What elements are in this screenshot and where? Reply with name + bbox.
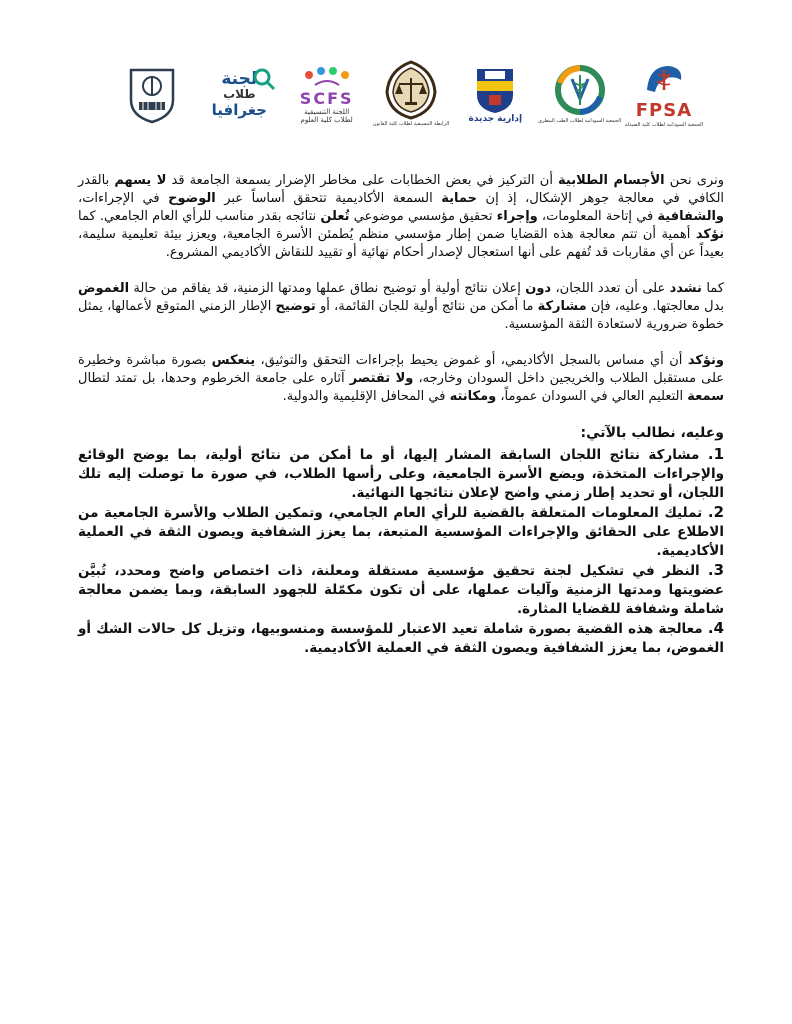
vet-logo (538, 59, 622, 129)
p3-bold: ومكانته (449, 389, 497, 404)
geo-line-3: جغرافيا (211, 100, 267, 119)
paragraph-1 (78, 172, 724, 262)
demand-number: 4. (707, 619, 724, 637)
geo-line-1: لجنة (221, 68, 258, 89)
p2-text: الإطار الزمني المتوقع لأعمالها، يمثل خطوة ضرورية لاستعادة الثقة المؤسسية. (78, 299, 724, 332)
p3-text: بصورة مباشرة وخطيرة على مستقبل الطلاب والخريجين داخل السودان وخارجه، (78, 353, 725, 386)
demands-title: وعليه، نطالب بالآتي: (580, 425, 724, 441)
scfs-logo (293, 59, 361, 129)
law-caption: الرابطة التنسيقية لطلاب كلية القانون (372, 121, 450, 127)
p2-bold: توضيح (275, 299, 316, 314)
scfs-caption-2: لطلاب كلية العلوم (300, 115, 353, 124)
p2-text: إعلان نتائج أولية أو توضيح نطاق عملها ومدتها الزمنية، قد يفاقم من حالة (129, 281, 526, 296)
header-logos (118, 58, 704, 130)
p2-text: بدل معالجتها. وعليه، فإن (586, 299, 725, 314)
p1-text: بالقدر الكافي في معالجة جوهر الإشكال، إذ إن (78, 173, 725, 206)
geo-line-2: طلاب (223, 86, 256, 101)
p3-bold: ولا تقتصر (349, 371, 414, 386)
fpsa-wordmark: FPSA (635, 99, 693, 121)
demand-item (78, 503, 724, 561)
fpsa-logo (624, 59, 704, 129)
p1-text: تحقيق مؤسسي موضوعي (349, 209, 497, 224)
p3-bold: ينعكس (211, 353, 256, 368)
idara-logo (461, 59, 529, 129)
scales-of-justice-icon (383, 60, 439, 120)
people-icon (301, 65, 353, 89)
p2-bold: نشدد (669, 281, 702, 296)
p1-text: نتائجه بقدر مناسب للرأي العام الجامعي. كما (78, 209, 321, 224)
paragraph-3 (78, 352, 724, 406)
vet-emblem-icon (550, 63, 610, 117)
pharmacy-icon (639, 60, 689, 100)
demand-item (78, 619, 724, 658)
p2-bold: مشاركة (537, 299, 587, 314)
p1-text: أن التركيز في بعض الخطابات على مخاطر الإضرار بسمعة الجامعة قد (166, 173, 559, 188)
demand-text: مشاركة نتائج اللجان السابقة المشار إليها، أو ما أمكن من نتائج أولية، بما يوضح الوقائع والإجراءات المتخذة، ويضع الأسرة الجامعية، وعلى رأسها الطلاب، في صورة ما توصلت إليه تلك اللجان، أو تحديد إطار زمني واضح لإعلان نتائجها النهائية. (78, 447, 724, 501)
university-logo (118, 59, 186, 129)
p2-text: على أن تعدد اللجان، (551, 281, 670, 296)
p1-bold: نؤكد (695, 227, 724, 242)
letter-body (78, 172, 724, 658)
demand-number: 1. (707, 445, 724, 463)
p2-bold: الغموض (78, 281, 130, 296)
p3-bold: سمعة (687, 389, 724, 404)
p1-bold: تُعلن (320, 209, 350, 224)
demand-item (78, 445, 724, 503)
p1-bold: الوضوح (168, 191, 216, 206)
p1-text: في إتاحة المعلومات، (537, 209, 658, 224)
law-logo (372, 59, 450, 129)
p1-bold: حماية (441, 191, 477, 206)
demand-item (78, 561, 724, 619)
demand-text: تمليك المعلومات المتعلقة بالقضية للرأي العام الجامعي، وتمكين الطلاب والأسرة الجامعية من الاطلاع على الحقائق والإجراءات المؤسسية المتبعة، بما يعزز الشفافية ويصون الثقة في العملية الأكاديمية. (78, 505, 724, 559)
p3-text: أن أي مساس بالسجل الأكاديمي، أو غموض يحيط بإجراءات التحقق والتوثيق، (255, 353, 688, 368)
p1-bold: وإجراء (496, 209, 538, 224)
p3-bold: ونؤكد (687, 353, 725, 368)
geography-logo (202, 59, 276, 129)
p2-bold: دون (525, 281, 552, 296)
p1-text: في الإجراءات، (78, 191, 169, 206)
p1-text: ونرى نحن (664, 173, 724, 188)
vet-caption: الجمعية السودانية لطلاب الطب البيطري (538, 118, 622, 124)
paragraph-2 (78, 280, 724, 334)
p3-text: في المحافل الإقليمية والدولية. (282, 389, 450, 404)
demand-number: 2. (707, 503, 724, 521)
shield-icon (473, 65, 517, 115)
p3-text: التعليم العالي في السودان عموماً، (496, 389, 688, 404)
p1-bold: الأجسام الطلابية (558, 173, 665, 188)
p1-text: أهمية أن تتم معالجة هذه القضايا ضمن إطار مؤسسي منظم يُطمئن الأسرة الجامعية، ويعزز بيئة تعليمية سليمة، بعيداً عن أي مقاربات قد تُفهم على أنها استعجال لإصدار أحكام نهائية أو تقييد للنقاش الأكاديمي المشروع. (78, 227, 724, 260)
scfs-caption-1: اللجنة التنسيقية (304, 107, 350, 116)
fpsa-caption: الجمعية السودانية لطلاب كلية الصيدلة (624, 121, 704, 128)
demand-number: 3. (707, 561, 724, 579)
p3-text: آثاره على جامعة الخرطوم وحدها، بل تمتد لتطال (78, 371, 350, 386)
demand-text: معالجة هذه القضية بصورة شاملة تعيد الاعتبار للمؤسسة ومنسوبيها، وتزيل كل حالات الشك أو الغموض، بما يعزز الشفافية ويصون الثقة في العملية الأكاديمية. (78, 621, 724, 656)
p2-text: كما (701, 281, 724, 296)
p2-text: ما أمكن من نتائج أولية للجان القائمة، أو (315, 299, 538, 314)
idara-caption: إدارية جديدة (468, 114, 523, 124)
magnifier-icon (252, 67, 276, 91)
university-crest-icon (127, 64, 177, 124)
demand-text: النظر في تشكيل لجنة تحقيق مؤسسية مستقلة ومعلنة، ذات اختصاص واضح ومحدد، تُبيَّن عضويتها ومدتها الزمنية وآليات عملها، على أن تكون مكمّلة للجهود السابقة، وبما يضمن معالجة شاملة وشفافة للقضايا المثارة. (78, 563, 724, 617)
scfs-wordmark: SCFS (299, 88, 354, 108)
p1-text: السمعة الأكاديمية تتحقق أساساً عبر (215, 191, 442, 206)
p1-bold: والشفافية (657, 209, 724, 224)
p1-bold: لا يسهم (114, 173, 167, 188)
